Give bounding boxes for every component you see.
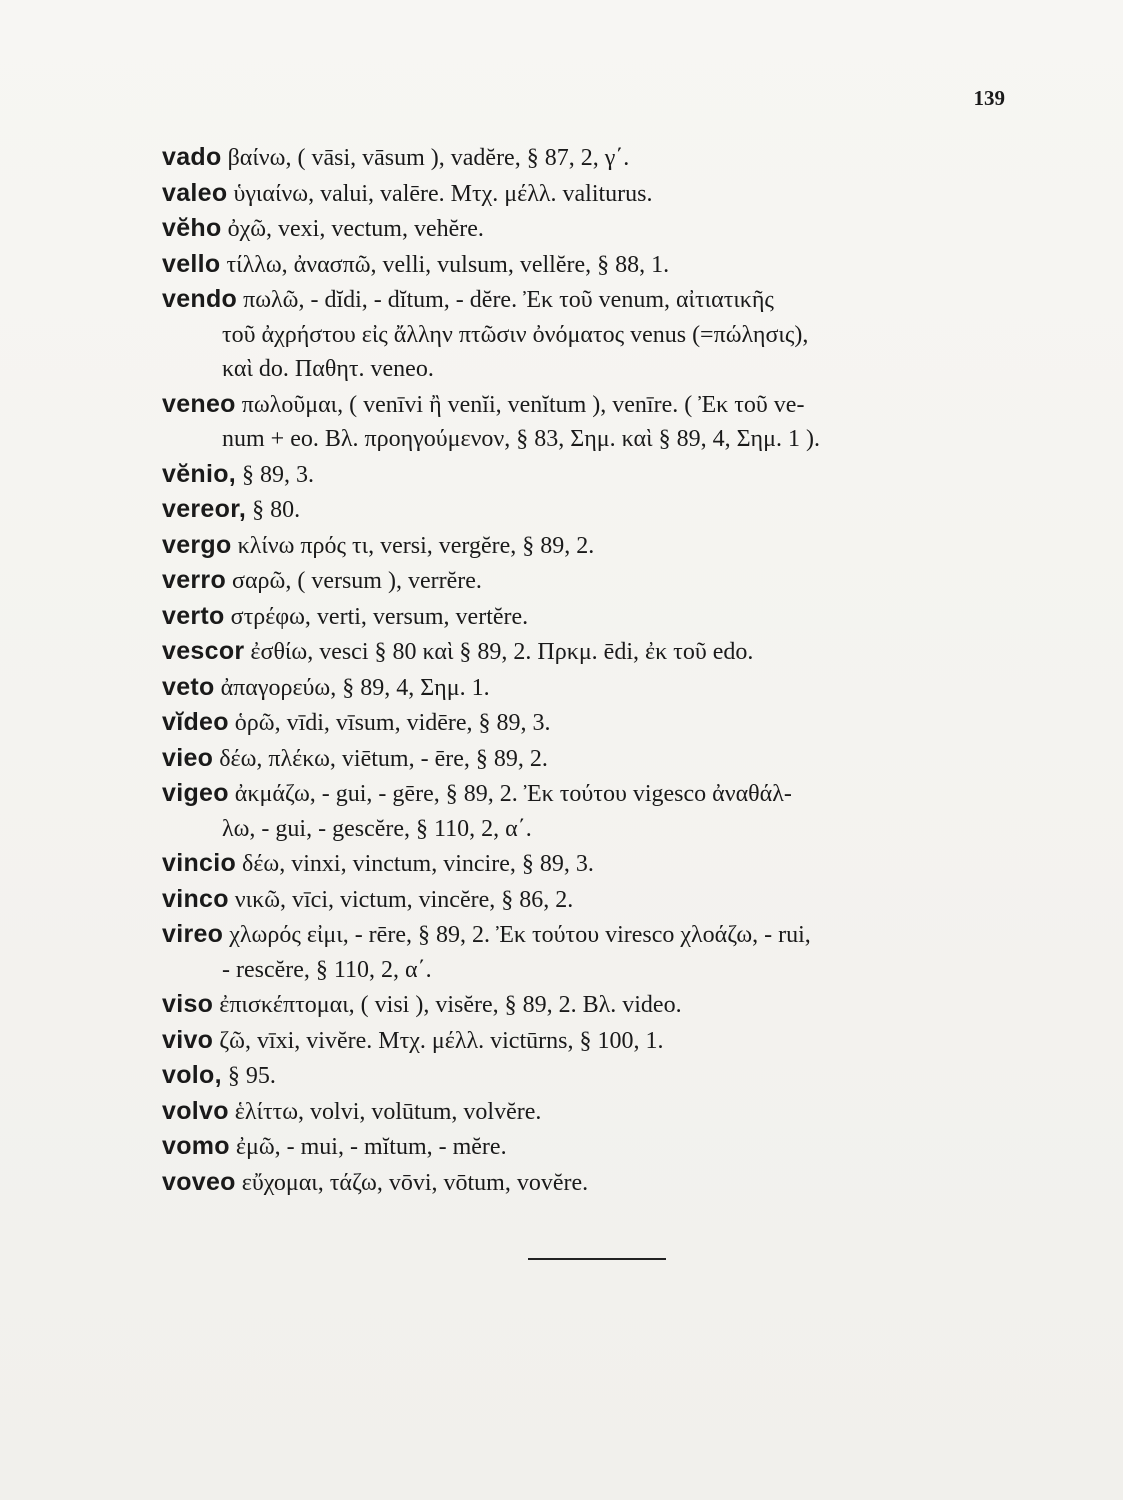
dictionary-entry xyxy=(162,563,1012,599)
entry-headword: vinco xyxy=(162,884,229,913)
dictionary-entry xyxy=(162,599,1012,635)
dictionary-entry xyxy=(162,741,1012,777)
entry-definition: δέω, πλέκω, viētum, - ēre, § 89, 2. xyxy=(219,745,548,772)
entry-definition: § 95. xyxy=(227,1063,276,1089)
entry-headword: vireo xyxy=(162,920,224,948)
entry-definition: ὑγιαίνω, valui, valēre. Μτχ. μέλλ. valiturus. xyxy=(233,180,653,207)
entry-headword: valeo xyxy=(162,178,228,207)
entry-definition: ὁρῶ, vīdi, vīsum, vidēre, § 89, 3. xyxy=(234,710,551,736)
dictionary-entry xyxy=(162,846,1012,882)
entry-definition: § 89, 3. xyxy=(242,461,315,488)
dictionary-entry xyxy=(162,634,1012,670)
entry-definition: πωλοῦμαι, ( venīvi ἢ venĭi, venĭtum ), venīre. ( Ἐκ τοῦ ve- xyxy=(241,391,805,418)
entry-headword: vomo xyxy=(162,1132,230,1160)
entry-definition-continuation: λω, - gui, - gescĕre, § 110, 2, α΄. xyxy=(222,815,532,842)
entry-headword: vincio xyxy=(162,849,237,877)
dictionary-entry xyxy=(162,282,1012,387)
entry-headword: vereor, xyxy=(162,495,247,523)
dictionary-entry xyxy=(162,247,1012,283)
entry-definition: δέω, vinxi, vinctum, vincire, § 89, 3. xyxy=(242,851,594,877)
entry-definition: ἀκμάζω, - gui, - gēre, § 89, 2. Ἐκ τούτου vigesco ἀναθάλ- xyxy=(234,781,792,807)
entry-definition: ἀπαγορεύω, § 89, 4, Σημ. 1. xyxy=(220,674,490,701)
dictionary-entry xyxy=(162,387,1012,457)
dictionary-entry xyxy=(162,776,1012,846)
entry-headword: viso xyxy=(162,990,214,1018)
entry-headword: verto xyxy=(162,601,225,630)
entry-headword: vergo xyxy=(162,530,232,559)
entry-headword: verro xyxy=(162,566,227,594)
dictionary-entry xyxy=(162,670,1012,706)
entry-headword: vescor xyxy=(162,637,245,665)
entry-definition: σαρῶ, ( versum ), verrĕre. xyxy=(232,568,482,594)
end-rule xyxy=(528,1258,666,1260)
entry-headword: vigeo xyxy=(162,779,229,807)
entry-headword: vello xyxy=(162,249,221,278)
entry-definition: ἐσθίω, vesci § 80 καὶ § 89, 2. Πρκμ. ēdi, ἐκ τοῦ edo. xyxy=(250,639,754,665)
dictionary-entry xyxy=(162,1023,1012,1059)
entry-headword: vivo xyxy=(162,1025,214,1054)
entry-definition-continuation: - rescĕre, § 110, 2, α΄. xyxy=(222,956,432,983)
entry-headword: volo, xyxy=(162,1061,222,1089)
entry-headword: vĕho xyxy=(162,214,222,242)
dictionary-entry xyxy=(162,987,1012,1023)
entry-definition: τίλλω, ἀνασπῶ, velli, vulsum, vellĕre, § 88, 1. xyxy=(226,251,670,278)
entry-definition: ζῶ, vīxi, vivĕre. Μτχ. μέλλ. victūrns, § 100, 1. xyxy=(219,1027,664,1054)
dictionary-entry xyxy=(162,457,1012,493)
dictionary-entry xyxy=(162,1094,1012,1130)
entry-headword: vado xyxy=(162,143,222,171)
entry-definition: § 80. xyxy=(252,497,301,523)
entry-headword: veto xyxy=(162,672,215,701)
entry-headword: vĭdeo xyxy=(162,708,229,736)
entry-definition: ἑλίττω, volvi, volūtum, volvĕre. xyxy=(234,1098,542,1125)
entry-definition: στρέφω, verti, versum, vertĕre. xyxy=(230,603,529,630)
entry-list xyxy=(162,140,1012,1200)
entry-headword: veneo xyxy=(162,389,236,418)
entry-headword: vĕnio, xyxy=(162,459,237,488)
entry-headword: vendo xyxy=(162,285,238,313)
dictionary-entry xyxy=(162,176,1012,212)
dictionary-entry xyxy=(162,1165,1012,1201)
dictionary-entry xyxy=(162,492,1012,528)
page-number: 139 xyxy=(973,86,1005,110)
entry-headword: vieo xyxy=(162,743,214,772)
dictionary-entry xyxy=(162,1058,1012,1094)
entry-definition: ὀχῶ, vexi, vectum, vehĕre. xyxy=(227,216,484,242)
entry-definition: βαίνω, ( vāsi, vāsum ), vadĕre, § 87, 2, γ΄. xyxy=(227,145,630,171)
entry-definition: εὔχομαι, τάζω, vōvi, vōtum, vovĕre. xyxy=(241,1169,589,1196)
entry-definition: ἐπισκέπτομαι, ( visi ), visĕre, § 89, 2. Βλ. video. xyxy=(219,992,682,1018)
entry-definition: χλωρός εἰμι, - rēre, § 89, 2. Ἐκ τούτου viresco χλοάζω, - rui, xyxy=(229,922,811,948)
entry-definition: πωλῶ, - dĭdi, - dĭtum, - dĕre. Ἐκ τοῦ venum, αἰτιατικῆς xyxy=(243,287,774,313)
dictionary-entry xyxy=(162,211,1012,247)
dictionary-entry xyxy=(162,1129,1012,1165)
entry-definition-continuation: num + eo. Βλ. προηγούμενον, § 83, Σημ. καὶ § 89, 4, Σημ. 1 ). xyxy=(222,426,820,452)
entry-definition-continuation: καὶ do. Παθητ. veneo. xyxy=(222,356,434,382)
entry-definition: νικῶ, vīci, victum, vincĕre, § 86, 2. xyxy=(234,886,574,913)
dictionary-entry xyxy=(162,528,1012,564)
entry-headword: volvo xyxy=(162,1096,229,1125)
entry-definition: ἐμῶ, - mui, - mĭtum, - mĕre. xyxy=(235,1134,507,1160)
entry-definition-continuation: τοῦ ἀχρήστου εἰς ἄλλην πτῶσιν ὀνόματος venus (=πώλησις), xyxy=(222,321,809,348)
entry-headword: voveo xyxy=(162,1167,236,1196)
dictionary-entry xyxy=(162,882,1012,918)
dictionary-entry xyxy=(162,705,1012,741)
dictionary-entry xyxy=(162,917,1012,987)
entry-definition: κλίνω πρός τι, versi, vergĕre, § 89, 2. xyxy=(237,532,595,559)
dictionary-entry xyxy=(162,140,1012,176)
